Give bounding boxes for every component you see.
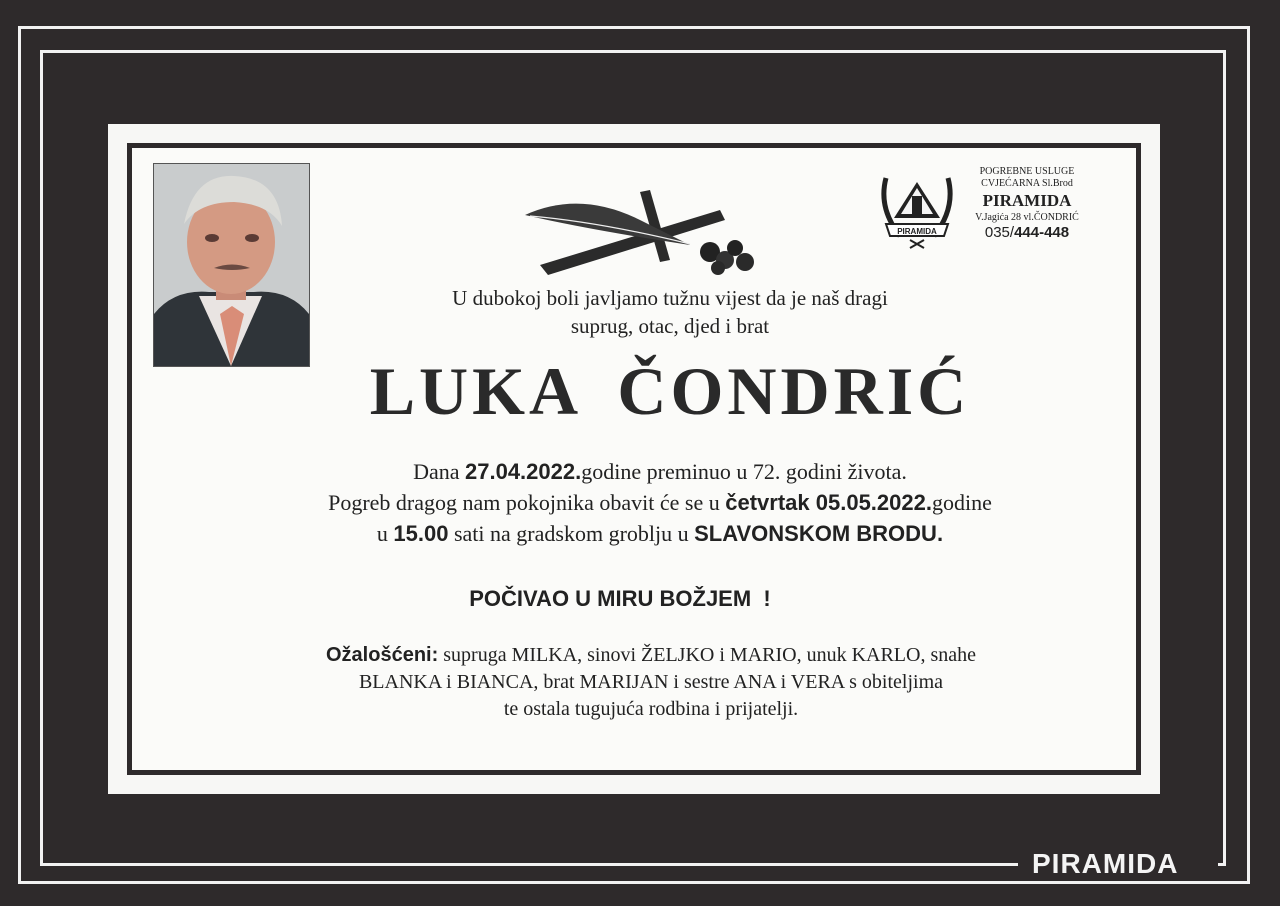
death-date: 27.04.2022.: [465, 459, 582, 484]
intro-line-1: U dubokoj boli javljamo tužnu vijest da je naš dragi: [452, 286, 888, 310]
funeral-place: SLAVONSKOM BRODU.: [694, 521, 944, 546]
mourners-text-1: supruga MILKA, sinovi ŽELJKO i MARIO, unuk KARLO, snahe: [438, 644, 976, 666]
company-address: V.Jagića 28 vl.ČONDRIĆ: [975, 212, 1079, 223]
piramida-wreath-logo-icon: [876, 168, 958, 252]
company-phone: [962, 224, 1092, 242]
death-line: [180, 456, 1140, 487]
rest-in-peace: [360, 586, 880, 612]
rip-text: POČIVAO U MIRU BOŽJEM: [469, 586, 752, 611]
mourners-line-1: [236, 642, 1066, 669]
death-suffix: godine preminuo u 72. godini života.: [581, 459, 907, 484]
deceased-portrait-photo: [153, 163, 310, 367]
cross-with-feather-icon: [520, 180, 760, 280]
notice-intro: [340, 284, 1000, 340]
portrait-illustration: [154, 164, 309, 366]
mourners-list: [236, 642, 1066, 723]
time-prefix: u: [376, 521, 394, 546]
company-line-2: CVJEĆARNA Sl.Brod: [981, 178, 1073, 189]
rip-mark: !: [763, 586, 771, 611]
death-prefix: Dana: [413, 459, 465, 484]
company-line-1: POGREBNE USLUGE: [979, 166, 1075, 177]
mourners-line-3: te ostala tugujuća rodbina i prijatelji.: [503, 698, 799, 720]
deceased-name: LUKA ČONDRIĆ: [369, 353, 971, 429]
mourners-label: Ožalošćeni:: [326, 644, 439, 666]
phone-prefix: 035/: [984, 224, 1015, 241]
phone-number: 444-448: [1014, 224, 1070, 241]
death-and-funeral-details: [180, 456, 1140, 549]
intro-line-2: suprug, otac, djed i brat: [570, 314, 770, 338]
footer-brand: PIRAMIDA: [1032, 848, 1179, 879]
funeral-line: [180, 487, 1140, 518]
funeral-prefix: Pogreb dragog nam pokojnika obavit će se u: [328, 490, 726, 515]
time-middle: sati na gradskom groblju u: [448, 521, 695, 546]
funeral-time-line: [180, 518, 1140, 549]
funeral-time: 15.00: [393, 521, 449, 546]
funeral-suffix: godine: [931, 490, 992, 515]
logo-ribbon-text: PIRAMIDA: [897, 227, 937, 236]
funeral-company-info: [962, 166, 1092, 242]
mourners-line-2: BLANKA i BIANCA, brat MARIJAN i sestre ANA i VERA s obiteljima: [358, 671, 944, 693]
company-name: PIRAMIDA: [982, 191, 1072, 210]
funeral-date: četvrtak 05.05.2022.: [725, 490, 932, 515]
